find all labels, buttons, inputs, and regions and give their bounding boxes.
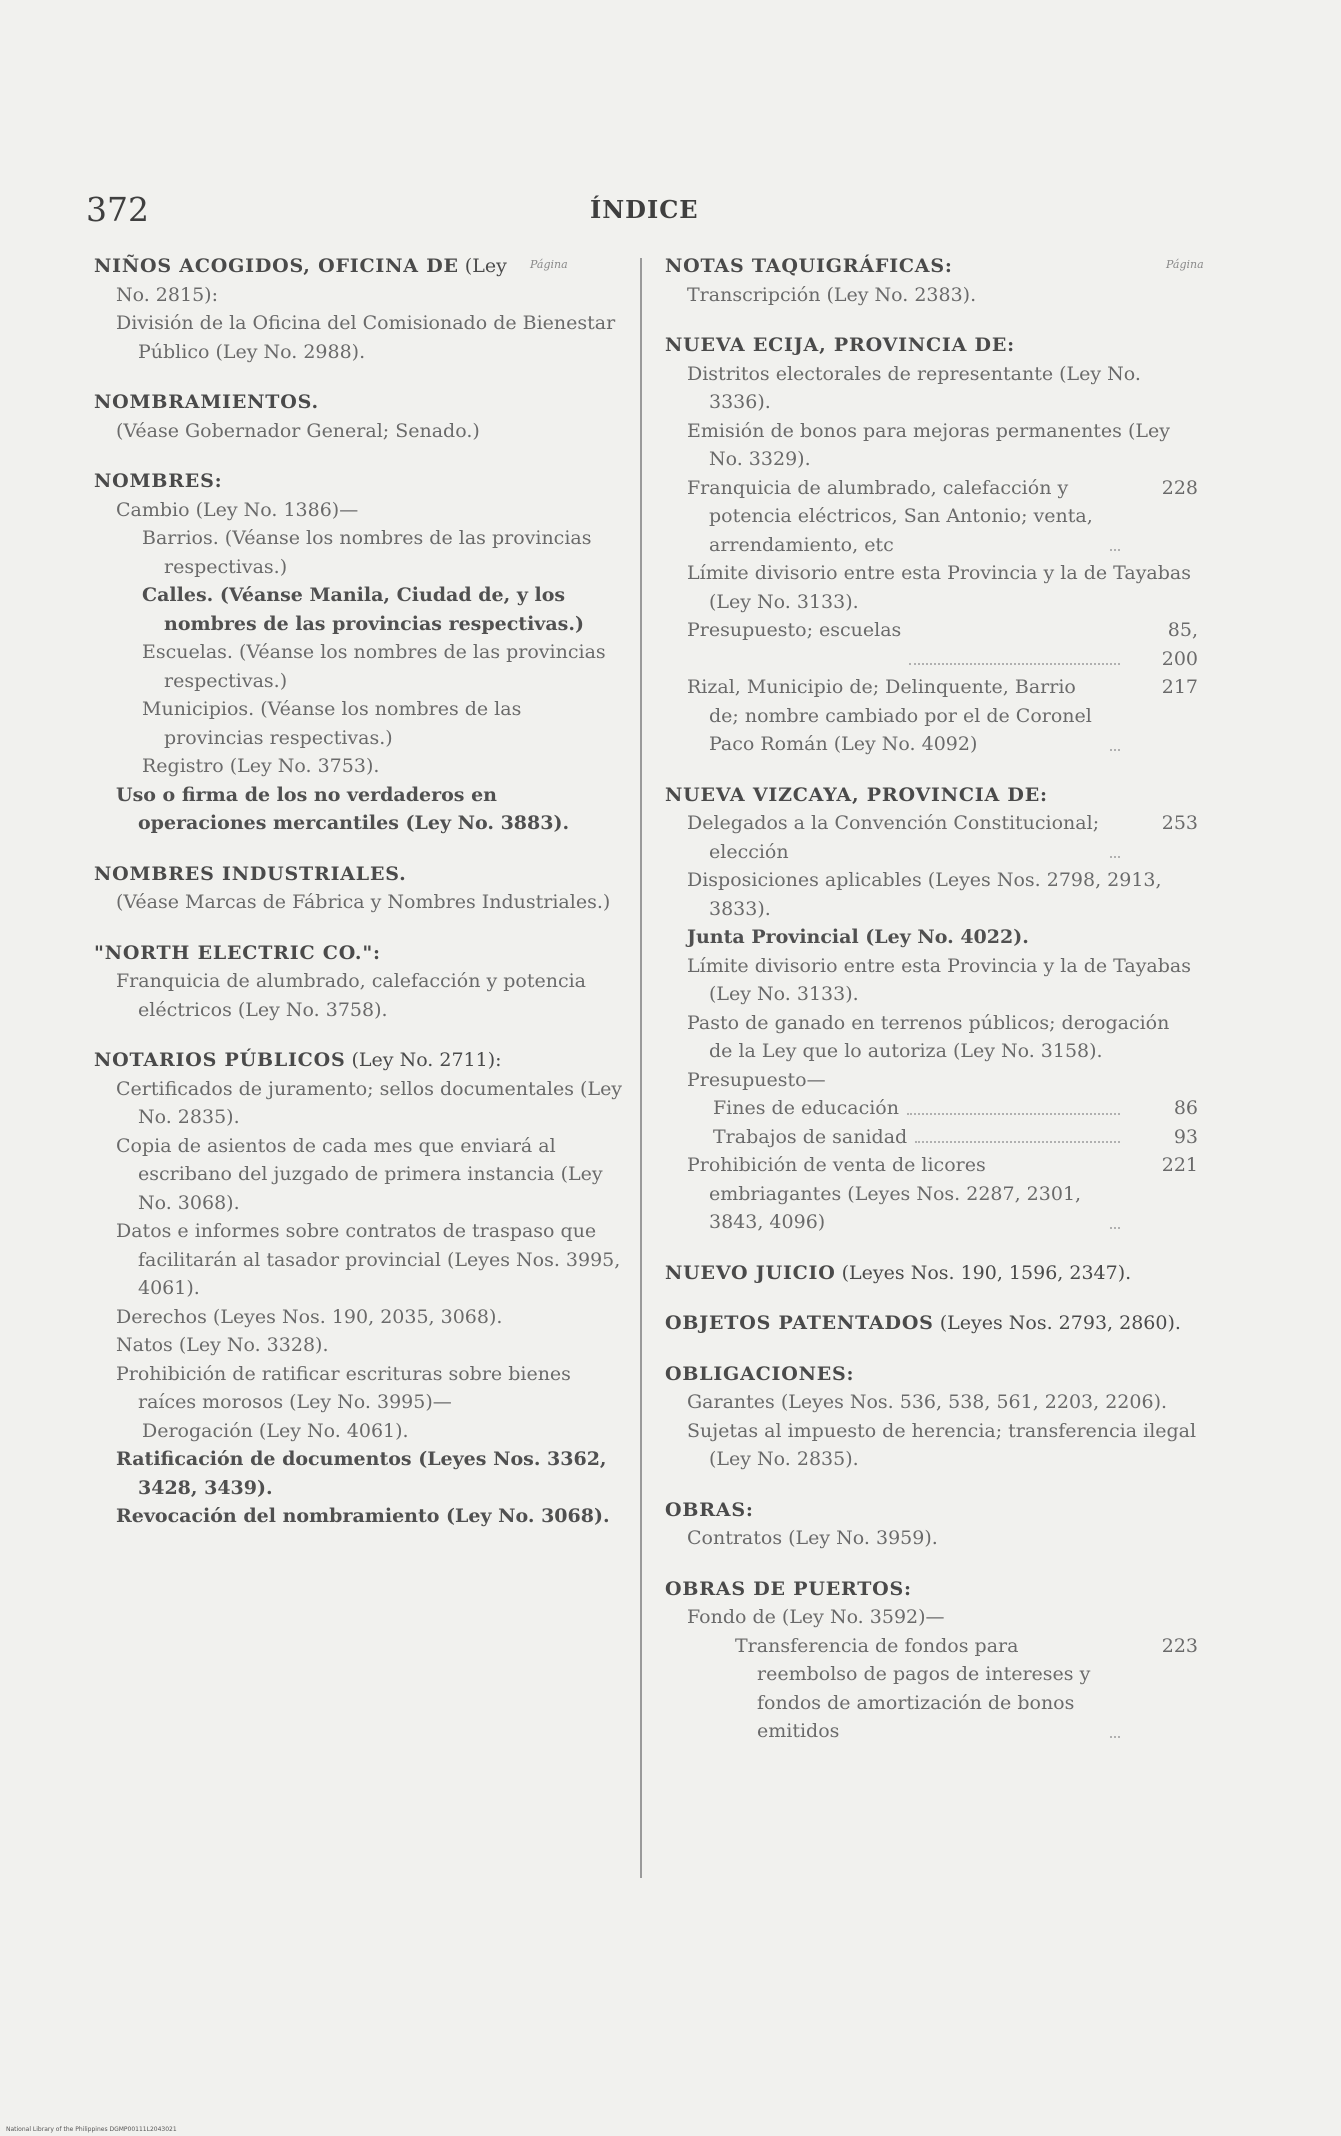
sub-entry-text: Transferencia de fondos para reembolso de pagos de intereses y fondos de amortización de bonos emitidos xyxy=(735,1634,1091,1742)
entry-heading xyxy=(665,781,1198,810)
leader-dots xyxy=(1110,673,1120,751)
sub-entry: Presupuesto— xyxy=(687,1068,826,1091)
sub-entry-text: Rizal, Municipio de; Delinquente, Barrio de; nombre cambiado por el de Coronel Paco Román (Ley No. 4092) xyxy=(687,676,1092,755)
sub-entry: No. 2815): xyxy=(116,283,218,306)
page-reference: 85, 200 xyxy=(1161,619,1198,670)
entry-heading-text: NOMBRES: xyxy=(94,470,223,492)
entry-heading xyxy=(665,1575,1198,1604)
entry-heading xyxy=(665,331,1198,360)
entry-heading xyxy=(665,1309,1198,1338)
sub-entry: Ratificación de documentos (Leyes Nos. 3362, 3428, 3439). xyxy=(116,1448,607,1499)
entry-heading-text: NOTAS TAQUIGRÁFICAS: xyxy=(665,255,953,277)
index-entry xyxy=(94,939,624,1025)
index-entry xyxy=(94,388,624,445)
sub-entry: Distritos electorales de representante (Ley No. 3336). xyxy=(687,362,1141,413)
page-reference: 86 xyxy=(1173,1097,1198,1119)
sub-entry: Límite divisorio entre esta Provincia y la de Tayabas (Ley No. 3133). xyxy=(687,562,1191,613)
pagina-label-left: Página xyxy=(530,258,568,271)
sub-entry: Pasto de ganado en terrenos públicos; derogación de la Ley que lo autoriza (Ley No. 3158). xyxy=(687,1011,1170,1062)
sub-entry: Calles. (Véanse Manila, Ciudad de, y los nombres de las provincias respectivas.) xyxy=(142,584,584,635)
entry-heading-text: "NORTH ELECTRIC CO.": xyxy=(94,941,381,964)
sub-entry: Derogación (Ley No. 4061). xyxy=(142,1419,409,1442)
sub-entry-text: Fines de educación xyxy=(713,1097,899,1119)
sub-entry: Copia de asientos de cada mes que enviará al escribano del juzgado de primera instancia (Ley No. 3068). xyxy=(116,1134,603,1214)
sub-entry xyxy=(665,1094,1198,1123)
index-entry xyxy=(94,252,624,366)
index-entry xyxy=(665,1259,1198,1288)
page-title: ÍNDICE xyxy=(590,195,699,224)
sub-entry-text: Presupuesto; escuelas xyxy=(687,619,902,641)
entry-heading-ref: (Leyes Nos. 190, 1596, 2347). xyxy=(835,1261,1132,1284)
index-entry xyxy=(665,331,1198,759)
index-entry xyxy=(665,1309,1198,1338)
entry-heading-text: OBRAS: xyxy=(665,1498,754,1521)
left-column xyxy=(94,252,624,1553)
sub-entry-text: Trabajos de sanidad xyxy=(713,1125,908,1148)
sub-entry xyxy=(665,809,1198,866)
page-reference: 253 xyxy=(1161,812,1198,834)
leader-dots xyxy=(909,616,1120,665)
entry-heading-ref: (Leyes Nos. 2793, 2860). xyxy=(933,1312,1181,1334)
sub-entry: Revocación del nombramiento (Ley No. 3068). xyxy=(116,1505,610,1527)
index-entry xyxy=(665,1575,1198,1746)
sub-entry: Contratos (Ley No. 3959). xyxy=(687,1527,938,1549)
entry-heading-ref: (Ley xyxy=(458,255,507,277)
sub-entry xyxy=(665,474,1198,560)
sub-entry: Uso o firma de los no verdaderos en operaciones mercantiles (Ley No. 3883). xyxy=(116,783,570,834)
entry-heading xyxy=(665,1360,1198,1389)
entry-heading-text: NIÑOS ACOGIDOS, OFICINA DE xyxy=(94,255,459,277)
entry-heading-text: NUEVA ECIJA, PROVINCIA DE: xyxy=(665,334,1015,356)
sub-entry-text: Franquicia de alumbrado, calefacción y potencia eléctricos, San Antonio; venta, arrendamiento, etc xyxy=(687,476,1093,556)
sub-entry-text: Delegados a la Convención Constitucional; elección xyxy=(687,812,1100,863)
entry-heading xyxy=(94,939,624,968)
sub-entry: Sujetas al impuesto de herencia; transferencia ilegal (Ley No. 2835). xyxy=(687,1419,1197,1470)
sub-entry xyxy=(665,1123,1198,1152)
leader-dots xyxy=(907,1094,1120,1115)
column-divider xyxy=(640,258,642,1878)
page-reference: 217 xyxy=(1161,676,1198,698)
index-entry xyxy=(665,252,1198,309)
index-entry xyxy=(94,467,624,838)
page-reference: 228 xyxy=(1161,476,1198,499)
sub-entry: Junta Provincial (Ley No. 4022). xyxy=(687,926,1029,948)
page-reference: 223 xyxy=(1161,1634,1198,1657)
sub-entry: (Véase Gobernador General; Senado.) xyxy=(116,419,480,442)
sub-entry: Registro (Ley No. 3753). xyxy=(142,755,380,777)
entry-heading-text: OBJETOS PATENTADOS xyxy=(665,1312,934,1334)
sub-entry: Transcripción (Ley No. 2383). xyxy=(687,283,977,306)
sub-entry: (Véase Marcas de Fábrica y Nombres Industriales.) xyxy=(116,891,611,913)
page-reference: 221 xyxy=(1161,1154,1198,1176)
sub-entry: Certificados de juramento; sellos documentales (Ley No. 2835). xyxy=(116,1077,623,1128)
sub-entry: Municipios. (Véanse los nombres de las provincias respectivas.) xyxy=(142,698,522,749)
entry-heading-text: OBRAS DE PUERTOS: xyxy=(665,1577,912,1600)
entry-heading xyxy=(94,388,624,417)
sub-entry: Datos e informes sobre contratos de traspaso que facilitarán al tasador provincial (Leyes Nos. 3995, 4061). xyxy=(116,1220,621,1299)
index-entry xyxy=(665,1496,1198,1553)
page-number: 372 xyxy=(86,190,149,229)
sub-entry: Disposiciones aplicables (Leyes Nos. 2798, 2913, 3833). xyxy=(687,869,1162,920)
entry-heading-text: NUEVA VIZCAYA, PROVINCIA DE: xyxy=(665,783,1048,806)
entry-heading-ref: (Ley No. 2711): xyxy=(345,1049,502,1071)
sub-entry: Cambio (Ley No. 1386)— xyxy=(116,498,359,521)
sub-entry: División de la Oficina del Comisionado de Bienestar Público (Ley No. 2988). xyxy=(116,312,616,363)
entry-heading xyxy=(94,467,624,496)
index-entry xyxy=(94,1046,624,1531)
right-column xyxy=(665,252,1198,1768)
leader-dots xyxy=(1110,1632,1120,1738)
sub-entry: Garantes (Leyes Nos. 536, 538, 561, 2203, 2206). xyxy=(687,1391,1168,1413)
entry-heading-text: NOTARIOS PÚBLICOS xyxy=(94,1049,346,1071)
sub-entry: Escuelas. (Véanse los nombres de las provincias respectivas.) xyxy=(142,641,606,692)
leader-dots xyxy=(1110,809,1120,858)
sub-entry: Natos (Ley No. 3328). xyxy=(116,1334,329,1356)
sub-entry: Derechos (Leyes Nos. 190, 2035, 3068). xyxy=(116,1305,503,1328)
entry-heading xyxy=(94,252,624,281)
index-entry xyxy=(94,860,624,917)
sub-entry xyxy=(665,1151,1198,1237)
sub-entry: Prohibición de ratificar escrituras sobre bienes raíces morosos (Ley No. 3995)— xyxy=(116,1362,571,1413)
leader-dots xyxy=(1110,1151,1120,1229)
pagina-label-right: Página xyxy=(1166,258,1204,271)
sub-entry xyxy=(665,616,1198,673)
entry-heading-text: NUEVO JUICIO xyxy=(665,1261,836,1284)
sub-entry: Barrios. (Véanse los nombres de las provincias respectivas.) xyxy=(142,527,592,578)
leader-dots xyxy=(915,1123,1120,1144)
sub-entry xyxy=(665,1632,1198,1746)
page-reference: 93 xyxy=(1173,1125,1198,1148)
entry-heading xyxy=(94,860,624,889)
leader-dots xyxy=(1110,474,1120,552)
sub-entry: Fondo de (Ley No. 3592)— xyxy=(687,1606,945,1628)
entry-heading-text: NOMBRAMIENTOS. xyxy=(94,391,319,413)
index-entry xyxy=(665,781,1198,1237)
index-entry xyxy=(665,1360,1198,1474)
sub-entry: Franquicia de alumbrado, calefacción y potencia eléctricos (Ley No. 3758). xyxy=(116,970,587,1021)
sub-entry: Emisión de bonos para mejoras permanentes (Ley No. 3329). xyxy=(687,419,1170,470)
entry-heading-text: OBLIGACIONES: xyxy=(665,1362,855,1385)
sub-entry: Límite divisorio entre esta Provincia y la de Tayabas (Ley No. 3133). xyxy=(687,954,1191,1005)
entry-heading-text: NOMBRES INDUSTRIALES. xyxy=(94,862,407,885)
entry-heading xyxy=(665,252,1198,281)
entry-heading xyxy=(665,1496,1198,1525)
library-footer: National Library of the Philippines DGMP00111L2043021 xyxy=(6,2126,177,2133)
sub-entry xyxy=(665,673,1198,759)
sub-entry-text: Prohibición de venta de licores embriagantes (Leyes Nos. 2287, 2301, 3843, 4096) xyxy=(687,1154,1082,1233)
entry-heading xyxy=(94,1046,624,1075)
entry-heading xyxy=(665,1259,1198,1288)
